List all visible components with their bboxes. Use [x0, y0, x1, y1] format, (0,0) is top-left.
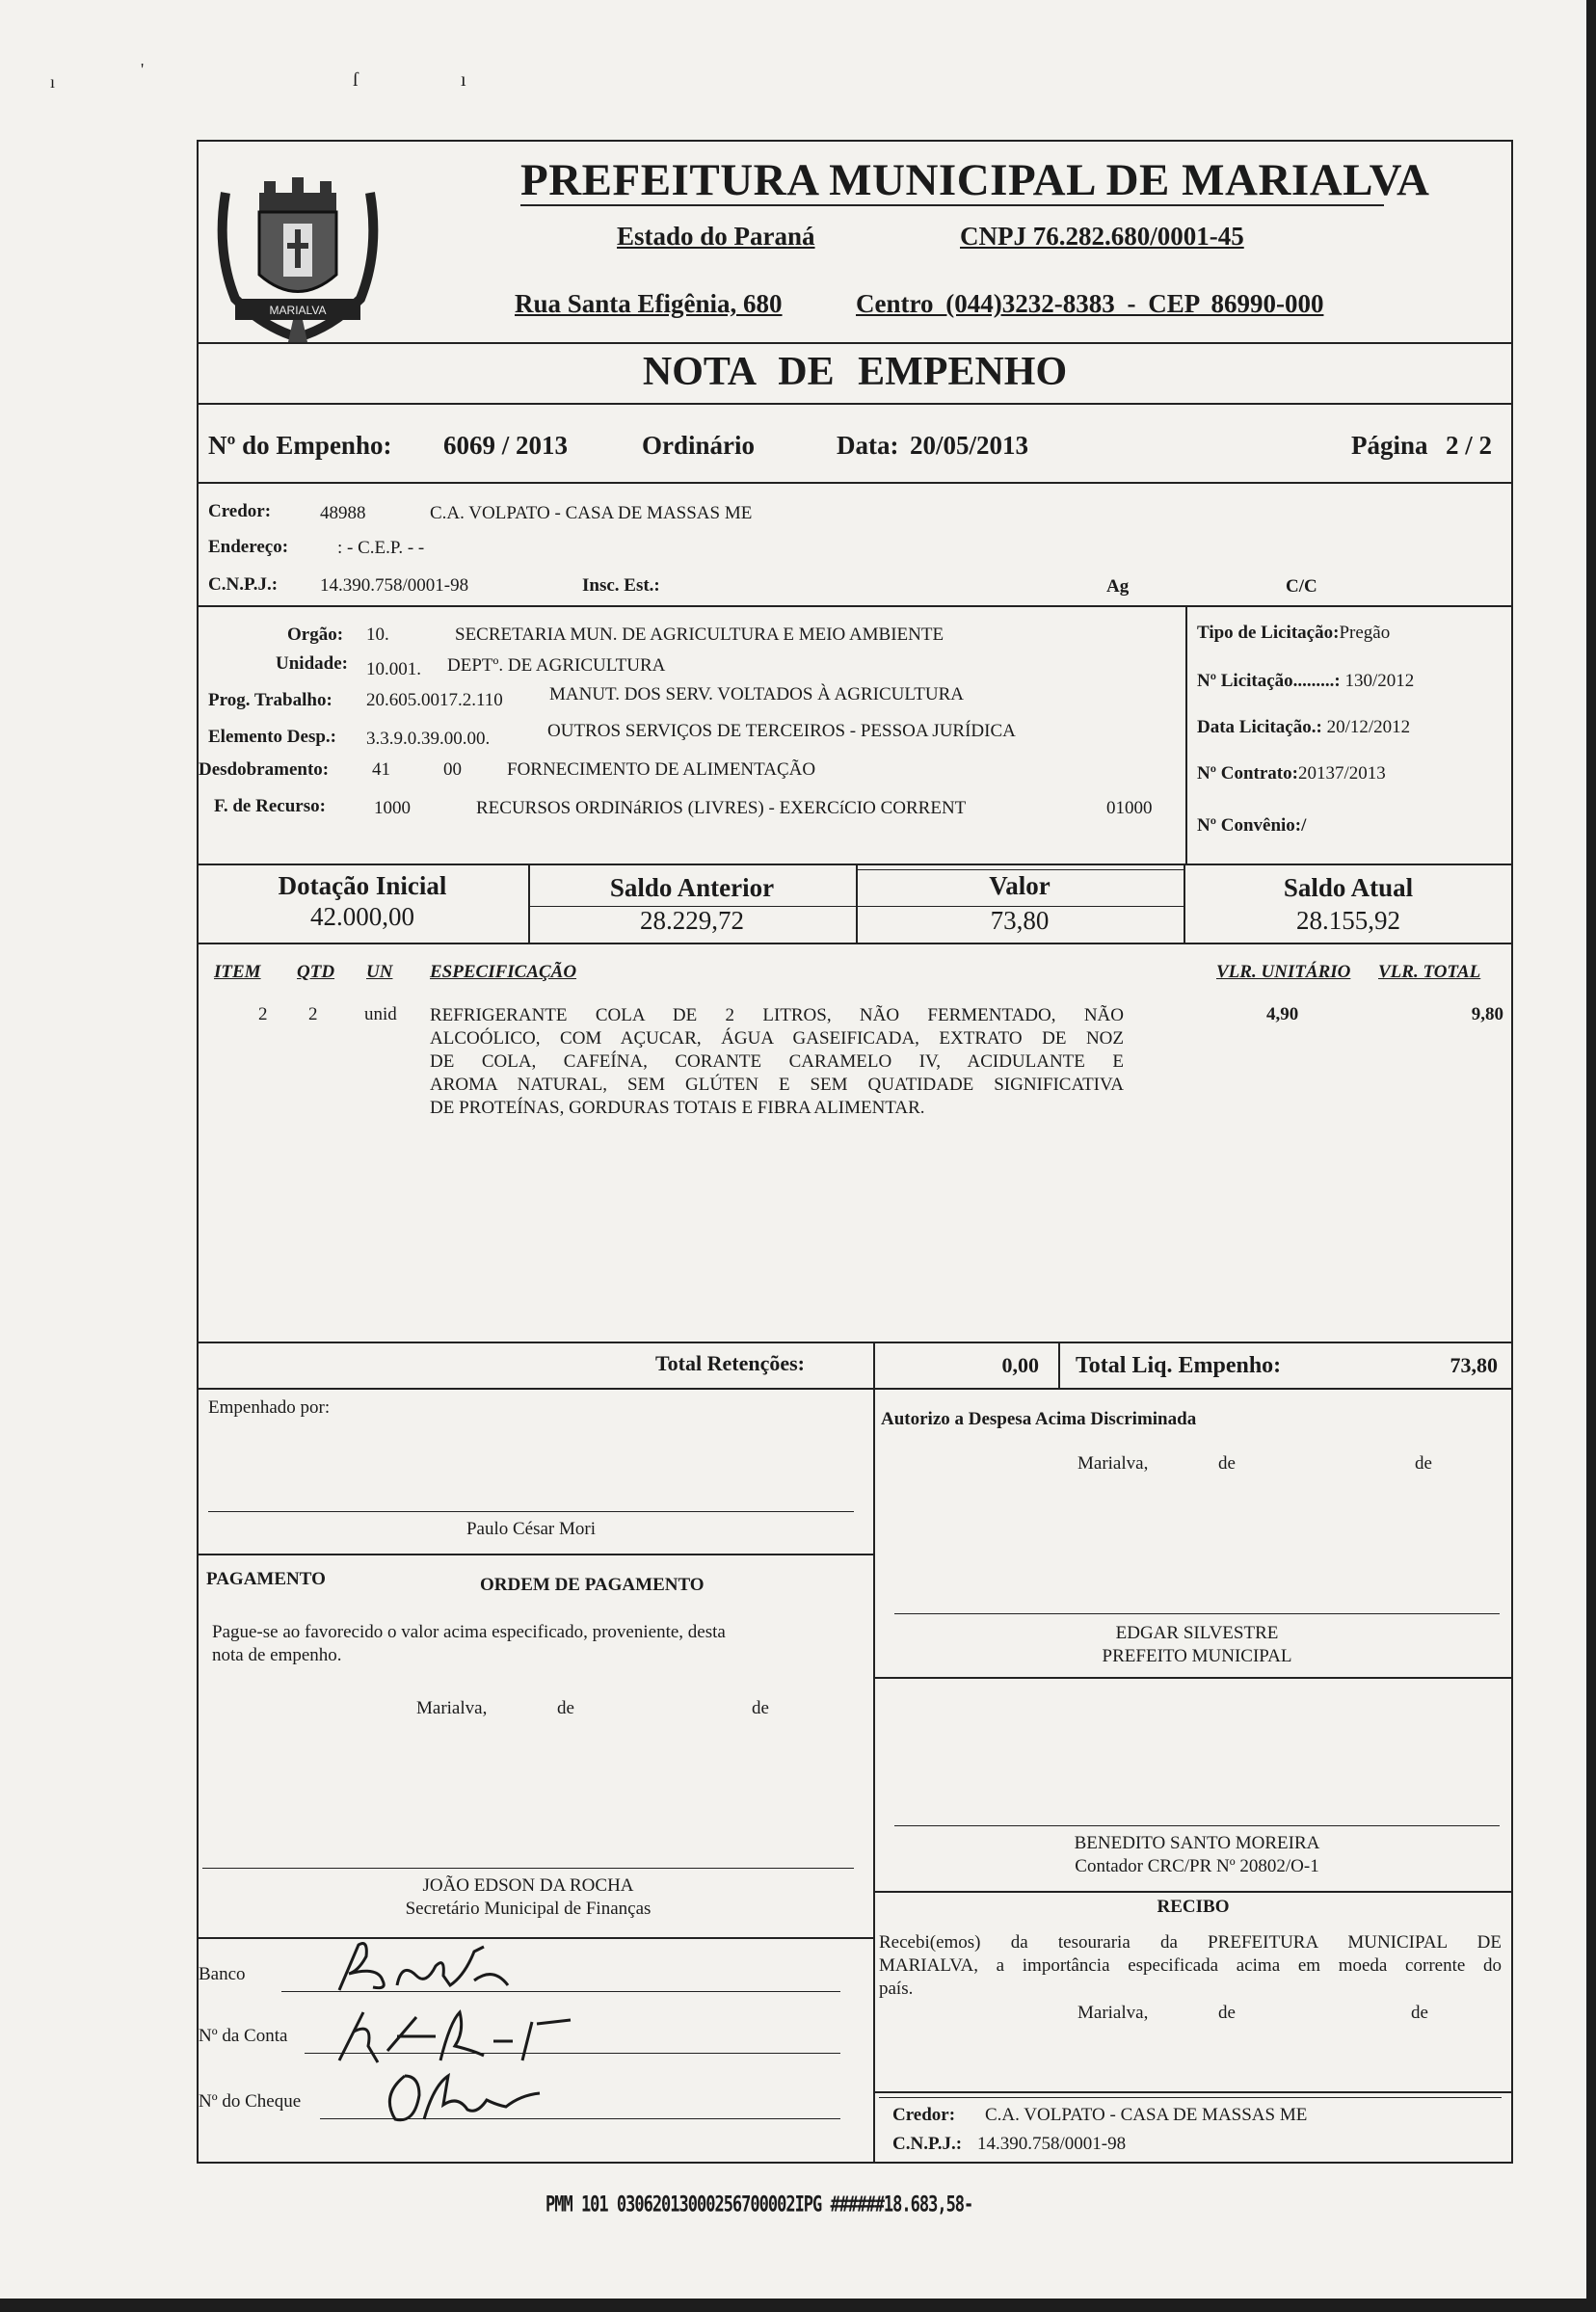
scan-mark: ı — [50, 72, 56, 92]
divider — [197, 605, 1513, 607]
scan-mark: ' — [141, 60, 145, 79]
contrato — [1197, 763, 1386, 784]
item-unit-value: 4,90 — [1266, 1004, 1299, 1024]
num-licitacao-value: 130/2012 — [1344, 671, 1415, 691]
desd-label: Desdobramento: — [199, 759, 330, 780]
total-liq-label: Total Liq. Empenho: — [1076, 1353, 1282, 1378]
dotacao-label: Dotação Inicial — [278, 871, 447, 900]
credor-code: 48988 — [320, 503, 366, 523]
cnpj-label: C.N.P.J.: — [208, 574, 279, 595]
orgao-label: Orgão: — [287, 625, 344, 645]
signature-line — [894, 1825, 1500, 1826]
total-retencoes-label: Total Retenções: — [655, 1351, 805, 1375]
dotacao-value: 42.000,00 — [310, 902, 414, 931]
endereco-value: : - C.E.P. - - — [337, 538, 425, 558]
credor-cnpj: 14.390.758/0001-98 — [320, 575, 469, 596]
marialva-label: Marialva, — [1077, 2003, 1149, 2023]
empenhado-por-label: Empenhado por: — [208, 1397, 331, 1418]
state-name: Estado do Paraná — [617, 222, 815, 251]
contrato-value: 20137/2013 — [1297, 763, 1386, 784]
empenhado-nome: Paulo César Mori — [466, 1519, 597, 1539]
recurso-code: 1000 — [374, 798, 411, 818]
divider — [197, 482, 1513, 484]
marialva-label: Marialva, — [1077, 1453, 1149, 1474]
date-de: de — [1411, 2003, 1428, 2023]
empenho-label: Nº do Empenho: — [208, 431, 392, 460]
signature-line — [208, 1511, 854, 1512]
recurso-desc: RECURSOS ORDINáRIOS (LIVRES) - EXERCíCIO CORRENT — [476, 798, 967, 818]
orgao-desc: SECRETARIA MUN. DE AGRICULTURA E MEIO AMBIENTE — [455, 625, 944, 645]
data-licitacao-value: 20/12/2012 — [1326, 717, 1411, 737]
scan-edge-right — [1586, 0, 1596, 2312]
page-number: 2 / 2 — [1446, 431, 1493, 460]
signature-line — [202, 1868, 854, 1869]
col-vlr-unitario: VLR. UNITÁRIO — [1216, 962, 1351, 982]
item-qtd: 2 — [308, 1004, 318, 1024]
contador-cargo: Contador CRC/PR Nº 20802/O-1 — [1075, 1856, 1319, 1876]
valor-label: Valor — [989, 871, 1051, 900]
autorizo-text: Autorizo a Despesa Acima Discriminada — [881, 1409, 1197, 1429]
date-de: de — [752, 1698, 769, 1718]
banco-label: Banco — [199, 1964, 246, 1984]
date-de: de — [1218, 1453, 1236, 1474]
marialva-label: Marialva, — [416, 1698, 488, 1718]
recibo-text — [879, 1931, 1502, 2001]
doc-title: NOTA DE EMPENHO — [642, 350, 1068, 394]
title-underline — [520, 204, 1384, 206]
divider — [197, 864, 1513, 865]
tipo-licitacao-label — [1197, 623, 1390, 644]
elem-desc: OUTROS SERVIÇOS DE TERCEIROS - PESSOA JURÍDICA — [547, 721, 1016, 741]
svg-text:MARIALVA: MARIALVA — [269, 304, 327, 317]
page-label: Página — [1351, 431, 1428, 460]
num-licitacao-label: Nº Licitação.........: — [1197, 671, 1341, 691]
ag-label: Ag — [1106, 576, 1130, 597]
col-qtd: QTD — [297, 962, 335, 982]
item-desc-line: DE COLA, CAFEÍNA, CORANTE CARAMELO IV, ACIDULANTE E — [430, 1051, 1124, 1072]
col-un: UN — [366, 962, 393, 982]
divider-vertical — [873, 1342, 875, 1388]
orgao-code: 10. — [366, 625, 389, 645]
item-desc-line: REFRIGERANTE COLA DE 2 LITROS, NÃO FERMENTADO, NÃO — [430, 1005, 1124, 1025]
empenho-number: 6069 / 2013 — [443, 431, 569, 460]
insc-label: Insc. Est.: — [582, 575, 660, 596]
credor-name: C.A. VOLPATO - CASA DE MASSAS ME — [430, 503, 753, 523]
date-de: de — [1415, 1453, 1432, 1474]
secretario-nome: JOÃO EDSON DA ROCHA — [422, 1875, 634, 1896]
contrato-label: Nº Contrato: — [1197, 763, 1298, 784]
pague-se-text — [212, 1621, 726, 1667]
cheque-label: Nº do Cheque — [199, 2091, 302, 2112]
col-vlr-total: VLR. TOTAL — [1378, 962, 1481, 982]
elem-code: 3.3.9.0.39.00.00. — [366, 729, 491, 749]
prog-code: 20.605.0017.2.110 — [366, 690, 503, 710]
empenho-type: Ordinário — [642, 431, 756, 460]
pagamento-label: PAGAMENTO — [206, 1569, 326, 1589]
endereco-label: Endereço: — [208, 537, 289, 557]
prog-desc: MANUT. DOS SERV. VOLTADOS À AGRICULTURA — [549, 684, 964, 704]
item-number: 2 — [258, 1004, 268, 1024]
empenho-date: 20/05/2013 — [910, 431, 1029, 460]
saldo-atual-value: 28.155,92 — [1296, 906, 1400, 935]
handwriting-cheque — [376, 2066, 549, 2133]
scan-edge-bottom — [0, 2299, 1596, 2312]
recurso-label: F. de Recurso: — [214, 796, 326, 816]
data-licitacao-label: Data Licitação.: — [1197, 717, 1322, 737]
recurso-num: 01000 — [1106, 798, 1153, 818]
divider — [873, 1677, 1513, 1679]
divider-vertical — [1058, 1342, 1060, 1388]
handwriting-banco — [330, 1937, 522, 2002]
item-unit: unid — [364, 1004, 397, 1024]
divider — [197, 403, 1513, 405]
divider — [873, 2091, 1513, 2093]
desd-sub: 00 — [443, 759, 462, 780]
divider — [197, 1554, 873, 1555]
credor-bottom-cnpj-label: C.N.P.J.: — [892, 2134, 963, 2154]
desd-code: 41 — [372, 759, 390, 780]
item-desc-line: ALCOÓLICO, COM AÇUCAR, ÁGUA GASEIFICADA, EXTRATO DE NOZ — [430, 1028, 1124, 1049]
date-label: Data: — [837, 431, 899, 460]
prefeitura-title: PREFEITURA MUNICIPAL DE MARIALVA — [520, 155, 1430, 205]
num-licitacao — [1197, 671, 1414, 692]
total-retencoes-value: 0,00 — [1001, 1353, 1039, 1377]
signature-line — [879, 2097, 1502, 2098]
header-cnpj: CNPJ 76.282.680/0001-45 — [960, 222, 1244, 251]
item-desc-line: DE PROTEÍNAS, GORDURAS TOTAIS E FIBRA ALIMENTAR. — [430, 1098, 925, 1118]
unidade-code: 10.001. — [366, 659, 421, 679]
handwriting-conta — [330, 2003, 580, 2075]
cc-label: C/C — [1286, 576, 1317, 597]
credor-bottom-cnpj: 14.390.758/0001-98 — [977, 2134, 1127, 2154]
recibo-line: Recebi(emos) da tesouraria da PREFEITURA MUNICIPAL DE — [879, 1932, 1502, 1953]
divider — [197, 1342, 1513, 1343]
pague-line: nota de empenho. — [212, 1645, 342, 1665]
date-de: de — [1218, 2003, 1236, 2023]
divider — [856, 869, 1184, 870]
pague-line: Pague-se ao favorecido o valor acima especificado, proveniente, desta — [212, 1622, 726, 1642]
divider — [873, 1891, 1513, 1893]
date-de: de — [557, 1698, 574, 1718]
data-licitacao — [1197, 717, 1410, 738]
credor-label: Credor: — [208, 501, 272, 521]
tipo-licitacao-label-text: Tipo de Licitação: — [1197, 623, 1340, 643]
saldo-atual-label: Saldo Atual — [1283, 873, 1414, 902]
divider-vertical — [873, 1388, 875, 2164]
divider — [197, 1388, 1513, 1390]
secretario-cargo: Secretário Municipal de Finanças — [405, 1899, 652, 1919]
contador-nome: BENEDITO SANTO MOREIRA — [1074, 1833, 1320, 1853]
recibo-line: MARIALVA, a importância especificada acima em moeda corrente do — [879, 1955, 1502, 1976]
credor-bottom-label: Credor: — [892, 2105, 956, 2125]
saldo-anterior-label: Saldo Anterior — [609, 873, 775, 902]
divider — [197, 1937, 873, 1939]
saldo-anterior-value: 28.229,72 — [640, 906, 744, 935]
conta-label: Nº da Conta — [199, 2026, 288, 2046]
footer-code: PMM 101 03062013000256700002IPG ######18.683,58- — [545, 2192, 973, 2218]
valor-value: 73,80 — [990, 906, 1050, 935]
header-address: Centro (044)3232-8383 - CEP 86990-000 — [856, 289, 1324, 318]
signature-line — [894, 1613, 1500, 1614]
divider-vertical — [1185, 605, 1187, 864]
prefeito-cargo: PREFEITO MUNICIPAL — [1102, 1646, 1292, 1666]
header-street: Rua Santa Efigênia, 680 — [515, 289, 783, 318]
recibo-title: RECIBO — [1157, 1897, 1230, 1917]
scan-mark: ſ — [353, 69, 359, 91]
coat-of-arms-logo — [206, 154, 389, 347]
elem-label: Elemento Desp.: — [208, 727, 336, 747]
tipo-licitacao-value: Pregão — [1339, 623, 1391, 643]
col-especificacao: ESPECIFICAÇÃO — [430, 962, 577, 982]
unidade-label: Unidade: — [276, 653, 348, 674]
divider — [197, 342, 1513, 344]
convenio-label: Nº Convênio:/ — [1197, 815, 1307, 836]
prog-label: Prog. Trabalho: — [208, 690, 332, 710]
credor-bottom-name: C.A. VOLPATO - CASA DE MASSAS ME — [985, 2105, 1308, 2125]
scan-mark: ı — [461, 69, 466, 91]
prefeito-nome: EDGAR SILVESTRE — [1115, 1623, 1279, 1643]
item-description — [430, 1004, 1124, 1120]
item-desc-line: AROMA NATURAL, SEM GLÚTEN E SEM QUATIDADE SIGNIFICATIVA — [430, 1075, 1124, 1095]
divider — [197, 943, 1513, 944]
total-liq-value: 73,80 — [1450, 1353, 1498, 1377]
ordem-pagamento-label: ORDEM DE PAGAMENTO — [480, 1575, 705, 1595]
col-item: ITEM — [214, 962, 261, 982]
item-total-value: 9,80 — [1471, 1004, 1503, 1024]
recibo-line: país. — [879, 1979, 914, 1999]
unidade-desc: DEPTº. DE AGRICULTURA — [447, 655, 666, 676]
desd-desc: FORNECIMENTO DE ALIMENTAÇÃO — [507, 759, 816, 780]
